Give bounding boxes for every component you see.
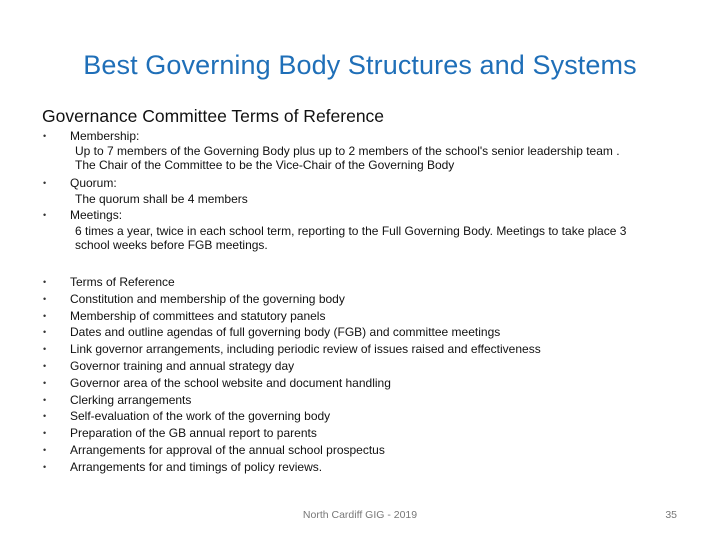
term-detail: The Chair of the Committee to be the Vice-Chair of the Governing Body <box>75 157 455 172</box>
bullet-icon: • <box>43 461 47 472</box>
list-item-text: Preparation of the GB annual report to parents <box>70 426 317 441</box>
list-item-text: Terms of Reference <box>70 275 175 289</box>
list-item <box>0 392 680 409</box>
page-number: 35 <box>665 509 677 521</box>
term-detail: The quorum shall be 4 members <box>75 191 248 206</box>
bullet-icon: • <box>43 277 47 287</box>
responsibilities-list <box>0 274 680 476</box>
bullet-icon: • <box>43 428 47 439</box>
list-item-text: Arrangements for and timings of policy reviews. <box>70 459 323 474</box>
list-item <box>0 358 680 375</box>
list-item-text: Governor area of the school website and document handling <box>70 375 391 390</box>
list-item-text: Governor training and annual strategy day <box>70 358 295 373</box>
term-detail: school weeks before FGB meetings. <box>75 238 268 253</box>
terms-section <box>0 128 680 251</box>
bullet-icon: • <box>43 411 47 422</box>
list-item-text: Clerking arrangements <box>70 392 192 407</box>
bullet-icon: • <box>43 444 47 455</box>
list-item-text: Membership of committees and statutory panels <box>70 308 326 323</box>
slide-subtitle: Governance Committee Terms of Reference <box>42 106 385 126</box>
bullet-icon: • <box>43 327 47 338</box>
bullet-icon: • <box>43 310 47 321</box>
list-item <box>0 324 680 341</box>
term-detail: 6 times a year, twice in each school term, reporting to the Full Governing Body. Meetings to take place 3 <box>75 224 627 239</box>
list-item <box>0 341 680 358</box>
bullet-icon: • <box>43 394 47 405</box>
term-label: Quorum: <box>70 175 117 190</box>
list-item <box>0 425 680 442</box>
bullet-icon: • <box>43 293 47 304</box>
term-detail: Up to 7 members of the Governing Body plus up to 2 members of the school's senior leadership team . <box>75 144 620 159</box>
slide-title: Best Governing Body Structures and Systems <box>83 50 637 80</box>
term-membership <box>0 128 680 144</box>
term-label: Meetings: <box>70 208 123 223</box>
list-item-text: Self-evaluation of the work of the governing body <box>70 409 331 424</box>
list-item <box>0 459 680 476</box>
list-item <box>0 274 680 291</box>
slide-footer: North Cardiff GIG - 2019 <box>302 509 418 521</box>
list-item <box>0 375 680 392</box>
bullet-icon: • <box>43 377 47 388</box>
list-item <box>0 308 680 325</box>
list-item-text: Constitution and membership of the governing body <box>70 291 345 306</box>
bullet-icon: • <box>43 131 47 141</box>
term-label: Membership: <box>70 129 140 143</box>
term-quorum <box>0 175 680 191</box>
list-item-text: Dates and outline agendas of full governing body (FGB) and committee meetings <box>70 325 501 340</box>
bullet-icon: • <box>43 360 47 371</box>
list-item <box>0 291 680 308</box>
list-item <box>0 408 680 425</box>
list-item-text: Arrangements for approval of the annual school prospectus <box>70 442 385 457</box>
term-meetings <box>0 207 680 223</box>
list-item-text: Link governor arrangements, including periodic review of issues raised and effectiveness <box>70 342 541 357</box>
bullet-icon: • <box>43 344 47 355</box>
bullet-icon: • <box>43 210 47 221</box>
list-item <box>0 442 680 459</box>
bullet-icon: • <box>43 177 47 188</box>
